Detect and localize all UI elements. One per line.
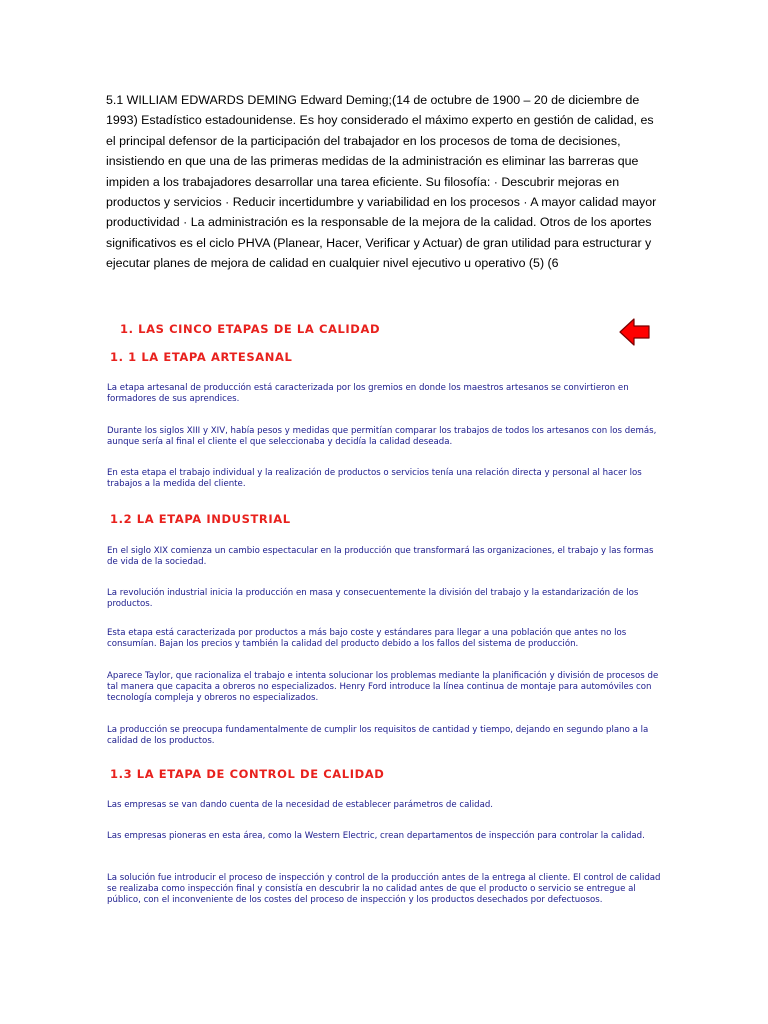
paragraph: Aparece Taylor, que racionaliza el trabajo e intenta solucionar los problemas mediante la planificación y división de procesos de tal manera que capacita a obreros no especializados. Henry Ford introduce la línea continua de montaje para automóviles con tecnología compleja y obreros no especializados. <box>107 671 659 703</box>
paragraph: Durante los siglos XIII y XIV, había pesos y medidas que permitían comparar los trabajos de todos los artesanos con los demás, aunque sería al final el cliente el que seleccionaba y decidía la calidad deseada. <box>107 426 657 447</box>
section-heading-control-calidad: 1.3 LA ETAPA DE CONTROL DE CALIDAD <box>110 767 385 781</box>
intro-paragraph: 5.1 WILLIAM EDWARDS DEMING Edward Deming;(14 de octubre de 1900 – 20 de diciembre de 1993) Estadístico estadounidense. Es hoy considerado el máximo experto en gestión de calidad, es el principal defensor de la participación del trabajador en los procesos de toma de decisiones, insistiendo en que una de las primeras medidas de la administración es eliminar las barreras que impiden a los trabajadores desarrollar una tarea eficiente. Su filosofía: · Descubrir mejoras en productos y servicios · Reducir incertidumbre y variabilidad en los procesos · A mayor calidad mayor productividad · La administración es la responsable de la mejora de la calidad. Otros de los aportes significativos es el ciclo PHVA (Planear, Hacer, Verificar y Actuar) de gran utilidad para estructurar y ejecutar planes de mejora de calidad en cualquier nivel ejecutivo u operativo (5) (6 <box>106 93 657 271</box>
paragraph: La revolución industrial inicia la producción en masa y consecuentemente la división del trabajo y la estandarización de los productos. <box>107 588 639 609</box>
paragraph: La solución fue introducir el proceso de inspección y control de la producción antes de la entrega al cliente. El control de calidad se realizaba como inspección final y consistía en descubrir la no calidad antes de que el producto o servicio se entregue al público, con el inconveniente de los costes del proceso de inspección y los productos desechados por defectuosos. <box>107 873 661 905</box>
paragraph: En esta etapa el trabajo individual y la realización de productos o servicios tenía una relación directa y personal al hacer los trabajos a la medida del cliente. <box>107 468 642 489</box>
paragraph: Las empresas se van dando cuenta de la necesidad de establecer parámetros de calidad. <box>107 800 494 810</box>
section-heading-artesanal: 1. 1 LA ETAPA ARTESANAL <box>110 350 293 364</box>
paragraph: La etapa artesanal de producción está caracterizada por los gremios en donde los maestros artesanos se convirtieron en formadores de sus aprendices. <box>107 383 629 404</box>
paragraph: La producción se preocupa fundamentalmente de cumplir los requisitos de cantidad y tiempo, dejando en segundo plano a la calidad de los productos. <box>107 725 649 746</box>
section-heading-industrial: 1.2 LA ETAPA INDUSTRIAL <box>110 512 291 526</box>
left-arrow-icon[interactable] <box>618 315 652 349</box>
paragraph: En el siglo XIX comienza un cambio espectacular en la producción que transformará las organizaciones, el trabajo y las formas de vida de la sociedad. <box>107 546 654 567</box>
main-heading: 1. LAS CINCO ETAPAS DE LA CALIDAD <box>120 322 381 336</box>
paragraph: Las empresas pioneras en esta área, como la Western Electric, crean departamentos de inspección para controlar la calidad. <box>107 831 645 841</box>
paragraph: Esta etapa está caracterizada por productos a más bajo coste y estándares para llegar a una población que antes no los consumían. Bajan los precios y también la calidad del producto debido a los fallos del sistema de producción. <box>107 628 627 649</box>
